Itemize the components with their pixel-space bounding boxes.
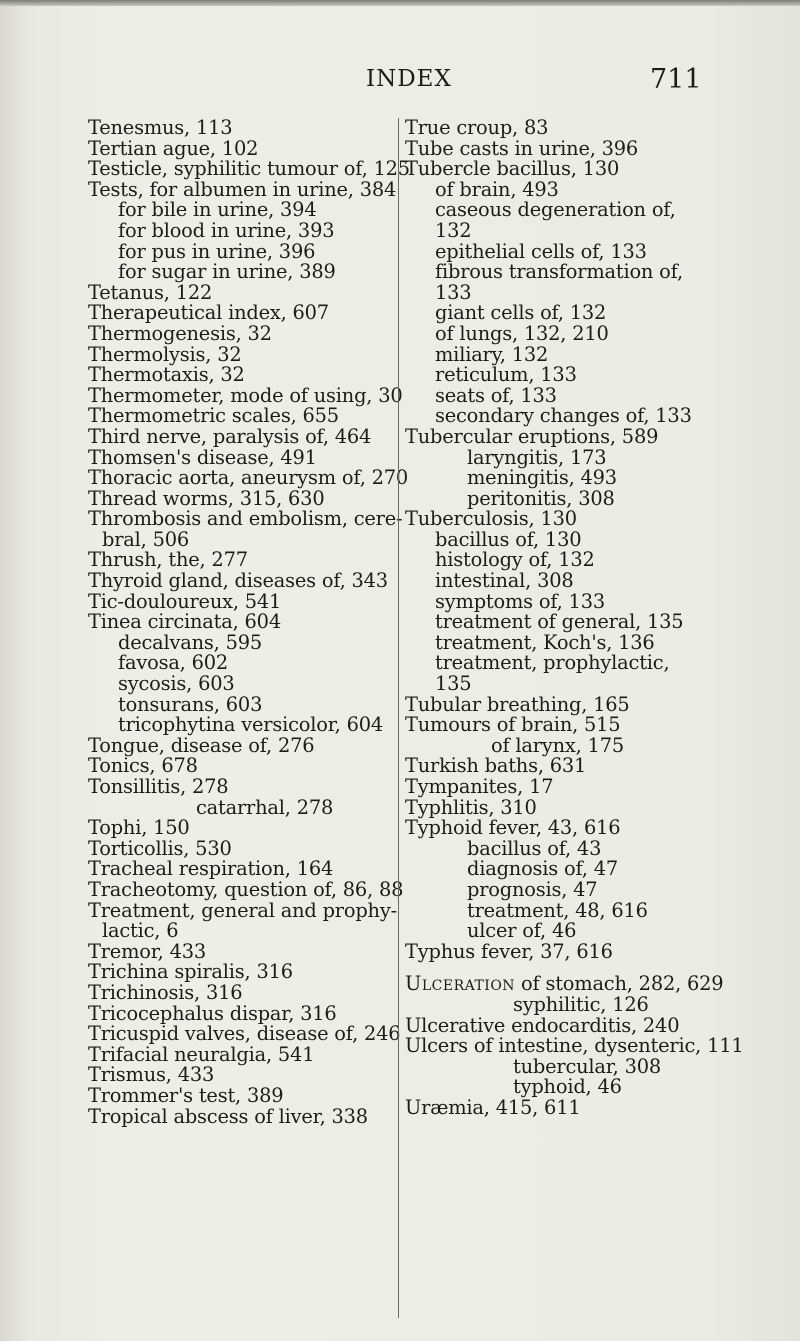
index-entry: Typhus fever, 37, 616 (405, 939, 613, 963)
index-entry: Turkish baths, 631 (405, 754, 587, 778)
index-entry: Tracheotomy, question of, 86, 88 (88, 877, 404, 901)
index-entry: Ulcerative endocarditis, 240 (405, 1013, 680, 1037)
index-entry: meningitis, 493 (467, 466, 617, 490)
index-entry: for sugar in urine, 389 (118, 260, 336, 284)
index-entry: secondary changes of, 133 (435, 404, 692, 428)
index-entry: Therapeutical index, 607 (88, 301, 329, 325)
index-entry: Tests, for albumen in urine, 384 (88, 177, 397, 201)
index-entry: Uræmia, 415, 611 (405, 1095, 581, 1119)
index-entry: symptoms of, 133 (435, 589, 605, 613)
index-entry: Tenesmus, 113 (88, 116, 233, 139)
entry-lead-word: Ulceration (405, 972, 516, 996)
index-entry: favosa, 602 (118, 651, 229, 675)
index-entry: of larynx, 175 (491, 733, 624, 757)
index-entry: Typhoid fever, 43, 616 (405, 816, 621, 840)
index-entry: Thrombosis and embolism, cere- (88, 507, 403, 531)
index-entry: histology of, 132 (435, 548, 595, 572)
index-entry: Thermolysis, 32 (88, 342, 242, 366)
index-entry: Typhlitis, 310 (405, 795, 537, 819)
index-entry: Trichinosis, 316 (88, 980, 243, 1004)
index-entry: reticulum, 133 (435, 363, 577, 387)
index-entry: 135 (435, 672, 472, 696)
index-entry: Thermogenesis, 32 (88, 321, 272, 345)
index-column-right (398, 116, 744, 1318)
index-entry: Thoracic aorta, aneurysm of, 270 (88, 466, 409, 490)
index-entry: sycosis, 603 (118, 672, 235, 696)
index-entry: catarrhal, 278 (196, 795, 334, 819)
index-entry: Tertian ague, 102 (88, 136, 259, 160)
index-entry: fibrous transformation of, (435, 260, 683, 284)
index-entry: bral, 506 (102, 527, 189, 551)
index-entry: syphilitic, 126 (513, 992, 649, 1016)
index-entry: Treatment, general and prophy- (88, 898, 397, 922)
index-entry: Tracheal respiration, 164 (88, 857, 334, 881)
index-entry: Tumours of brain, 515 (405, 713, 621, 737)
index-entry: Tube casts in urine, 396 (405, 136, 639, 160)
index-entry: Thermometer, mode of using, 30 (88, 383, 403, 407)
index-entry: bacillus of, 43 (467, 836, 602, 860)
index-entry: Tongue, disease of, 276 (88, 733, 315, 757)
index-entry: Trismus, 433 (88, 1063, 215, 1087)
index-entry: tubercular, 308 (513, 1054, 662, 1078)
index-entry: Trifacial neuralgia, 541 (88, 1042, 315, 1066)
index-entry: laryngitis, 173 (467, 445, 607, 469)
index-entry: ulcer of, 46 (467, 919, 577, 943)
index-entry: Trichina spiralis, 316 (88, 960, 293, 984)
index-entry: Thermometric scales, 655 (88, 404, 339, 428)
index-entry: treatment of general, 135 (435, 610, 684, 634)
index-entry: for blood in urine, 393 (118, 218, 335, 242)
index-entry: peritonitis, 308 (467, 486, 615, 510)
index-entry: Third nerve, paralysis of, 464 (88, 424, 372, 448)
index-entry: Testicle, syphilitic tumour of, 125 (88, 157, 410, 181)
index-entry: Thread worms, 315, 630 (88, 486, 325, 510)
index-entry: Tuberculosis, 130 (405, 507, 577, 531)
index-entry: Tricuspid valves, disease of, 246 (88, 1022, 401, 1046)
index-entry: lactic, 6 (102, 919, 179, 943)
index-entry: 132 (435, 218, 472, 242)
index-entry: tricophytina versicolor, 604 (118, 713, 383, 737)
index-entry: seats of, 133 (435, 383, 557, 407)
index-column-left (88, 116, 410, 1128)
index-entry: of lungs, 132, 210 (435, 321, 609, 345)
index-entry (405, 974, 725, 995)
index-entry: Torticollis, 530 (88, 836, 232, 860)
index-entry: Thyroid gland, diseases of, 343 (88, 569, 388, 593)
index-entry: treatment, Koch's, 136 (435, 630, 655, 654)
index-entry: Tic-douloureux, 541 (88, 589, 282, 613)
page-top-edge (0, 0, 800, 6)
index-entry: Tricocephalus dispar, 316 (88, 1001, 337, 1025)
index-entry: for bile in urine, 394 (118, 198, 317, 222)
index-entry: Tympanites, 17 (405, 775, 554, 798)
index-entry: giant cells of, 132 (435, 301, 607, 325)
page-number: 711 (650, 64, 702, 95)
index-entry: Thrush, the, 277 (88, 548, 248, 572)
index-entry: Thomsen's disease, 491 (88, 445, 317, 469)
index-entry: diagnosis of, 47 (467, 857, 618, 881)
index-entry: Tubercular eruptions, 589 (405, 424, 659, 448)
index-entry: Tubular breathing, 165 (405, 692, 630, 716)
index-entry: Tubercle bacillus, 130 (405, 157, 620, 181)
index-entry: tonsurans, 603 (118, 692, 263, 716)
index-entry: Tinea circinata, 604 (88, 610, 281, 634)
index-entry: treatment, 48, 616 (467, 898, 648, 922)
index-entry: treatment, prophylactic, (435, 651, 670, 675)
index-entry: intestinal, 308 (435, 569, 574, 593)
entry-rest: of stomach, 282, 629 (515, 972, 724, 996)
index-entry: typhoid, 46 (513, 1075, 622, 1099)
index-entry: Tremor, 433 (88, 939, 207, 963)
page-header (0, 62, 800, 102)
index-entry: epithelial cells of, 133 (435, 239, 647, 263)
index-entry: Tophi, 150 (88, 816, 190, 840)
index-entry: prognosis, 47 (467, 877, 598, 901)
index-entry: Tonsillitis, 278 (88, 775, 229, 798)
index-entry: of brain, 493 (435, 177, 559, 201)
index-entry: Ulcers of intestine, dysenteric, 111 (405, 1034, 744, 1058)
index-entry: Tropical abscess of liver, 338 (88, 1104, 368, 1128)
index-entry: decalvans, 595 (118, 630, 263, 654)
running-title: INDEX (366, 66, 452, 92)
index-entry: for pus in urine, 396 (118, 239, 316, 263)
index-entry: caseous degeneration of, (435, 198, 676, 222)
index-entry: Tetanus, 122 (88, 280, 213, 304)
index-entry: Thermotaxis, 32 (88, 363, 245, 387)
index-entry: Tonics, 678 (88, 754, 198, 778)
index-entry: 133 (435, 280, 472, 304)
index-entry: Trommer's test, 389 (88, 1083, 284, 1107)
index-entry: miliary, 132 (435, 342, 549, 366)
index-entry: True croup, 83 (405, 116, 549, 139)
index-entry: bacillus of, 130 (435, 527, 582, 551)
